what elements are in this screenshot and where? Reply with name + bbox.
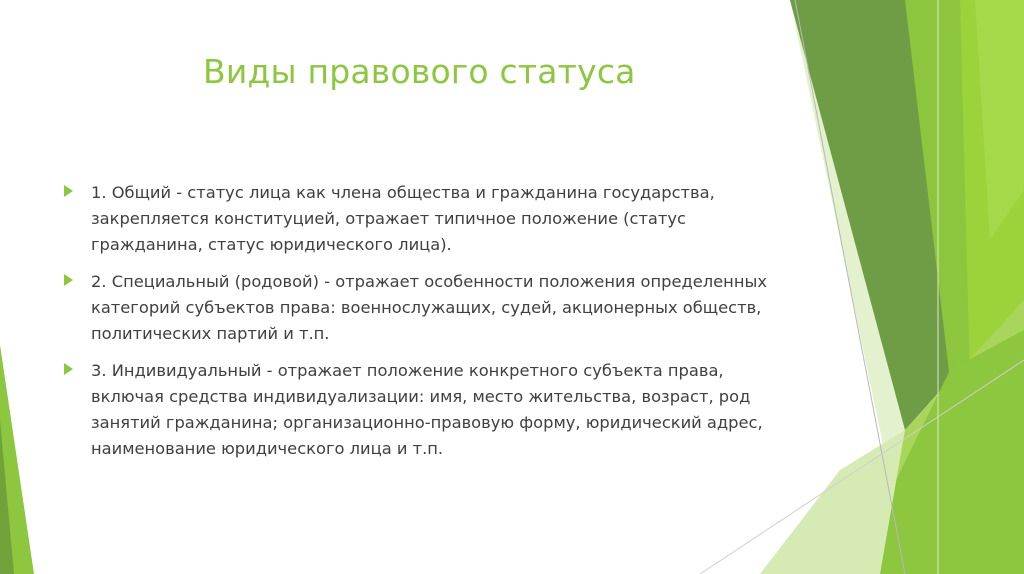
bullet-text: 3. Индивидуальный - отражает положение конкретного субъекта права, включая средства индивидуализации: имя, место жительства, возраст, род занятий гражданина; организационно-правовую форму, юридический адрес, наименование юридического лица и т.п. xyxy=(91,361,763,458)
green-triangle-arrow-icon xyxy=(64,185,73,197)
slide-title: Виды правового статуса xyxy=(203,52,636,91)
green-triangle-arrow-icon xyxy=(64,363,73,375)
bullet-item-general xyxy=(64,180,784,258)
bullet-item-special xyxy=(64,269,784,347)
green-triangle-arrow-icon xyxy=(64,274,73,286)
bullet-item-individual xyxy=(64,358,784,462)
bullet-text: 1. Общий - статус лица как члена общества и гражданина государства, закрепляется конституцией, отражает типичное положение (статус гражданина, статус юридического лица). xyxy=(91,183,715,254)
bullet-text: 2. Специальный (родовой) - отражает особенности положения определенных категорий субъектов права: военнослужащих, судей, акционерных обществ, политических партий и т.п. xyxy=(91,272,767,343)
bullet-list xyxy=(64,180,784,473)
